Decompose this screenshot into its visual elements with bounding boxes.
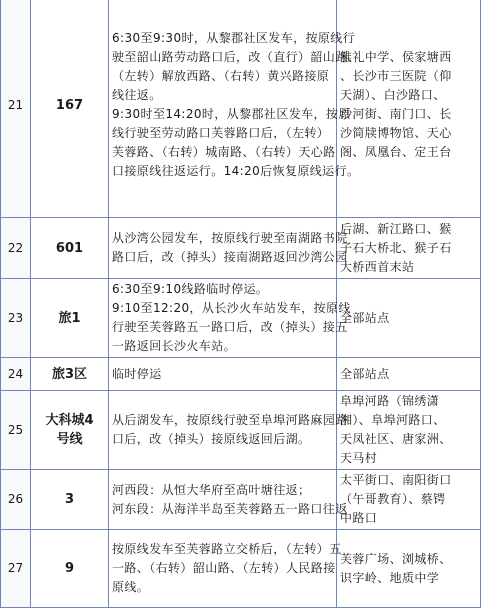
description-line: 9:30时至14:20时，从黎郡社区发车，按原 — [112, 107, 351, 121]
stops-line: 太平街口、南阳街口 — [340, 473, 452, 487]
description-line: 河东段：从海洋半岛至芙蓉路五一路口往返 — [112, 501, 348, 516]
stops-line: 天凤社区、唐家洲、 — [340, 432, 452, 446]
table-row — [1, 218, 481, 279]
table-row — [1, 279, 481, 358]
description-line: 芙蓉路、（右转）城南路、（右转）天心路 — [112, 145, 336, 159]
table-row — [1, 391, 481, 470]
route-number: 旅3区 — [31, 358, 109, 391]
stops-line: 子石大桥北、猴子石 — [340, 240, 452, 255]
stops-line: 阁、凤凰台、定王台 — [340, 145, 452, 159]
route-number: 9 — [31, 530, 109, 608]
description-line: 河西段：从恒大华府至高叶塘往返； — [112, 482, 311, 497]
stops-line: 后湖、新江路口、猴 — [340, 221, 452, 236]
adjustment-description — [109, 279, 351, 358]
stops-line: （午哥教育）、蔡锷 — [340, 492, 446, 506]
affected-stops — [337, 358, 481, 391]
stops-line: 雅礼中学、侯家塘西 — [340, 50, 452, 64]
description-line: 线往返。 — [112, 88, 162, 102]
description-line: 临时停运 — [112, 366, 162, 381]
affected-stops — [337, 218, 481, 279]
description-line: 一路、（右转）韶山路、（左转）人民路接 — [112, 561, 336, 575]
route-number: 3 — [31, 470, 109, 530]
stops-line: 中路口 — [340, 511, 378, 525]
stops-line: 识字岭、地质中学 — [340, 570, 440, 585]
stops-line: 芙蓉广场、浏城桥、 — [340, 551, 452, 566]
route-number-line: 大科城4 — [45, 413, 94, 428]
affected-stops — [337, 0, 481, 218]
adjustment-description — [109, 0, 361, 218]
route-number-line: 号线 — [56, 432, 83, 447]
table-row — [1, 358, 481, 391]
stops-line: 全部站点 — [340, 366, 390, 381]
stops-line: 天马村 — [340, 451, 378, 465]
stops-line: 天湖）、白沙路口、 — [340, 88, 446, 102]
stops-line: 沙简牍博物馆、天心 — [340, 126, 452, 140]
affected-stops — [337, 470, 481, 530]
row-index: 24 — [1, 358, 31, 391]
description-line: 线行驶至劳动路口芙蓉路口后，（左转） — [112, 126, 330, 140]
description-line: 按原线发车至芙蓉路立交桥后，（左转）五 — [112, 542, 342, 556]
description-line: （左转）解放西路、（右转）黄兴路接原 — [112, 69, 330, 83]
route-number: 601 — [31, 218, 109, 279]
description-line: 6:30至9:30时，从黎郡社区发车，按原线行 — [112, 31, 356, 45]
row-index: 27 — [1, 530, 31, 608]
description-line: 从后湖发车，按原线行驶至阜埠河路麻园路 — [112, 413, 348, 427]
adjustment-description — [109, 470, 348, 530]
adjustment-description — [109, 391, 348, 470]
row-index: 23 — [1, 279, 31, 358]
table-row — [1, 530, 481, 608]
affected-stops — [337, 530, 481, 608]
description-line: 路口后，改（掉头）接南湖路返回沙湾公园 — [112, 250, 348, 264]
description-line: 口接原线往返运行。14:20后恢复原线运行。 — [112, 164, 360, 178]
description-line: 口后，改（掉头）接原线返回后湖。 — [112, 432, 311, 446]
stops-line: 大桥西首末站 — [340, 259, 415, 274]
table-row — [1, 0, 481, 218]
description-line: 行驶至芙蓉路五一路口后，改（掉头）接五 — [112, 320, 348, 334]
table-row — [1, 470, 481, 530]
stops-line: 沙河街、南门口、长 — [340, 107, 452, 121]
affected-stops — [337, 391, 481, 470]
description-line: 驶至韶山路劳动路口后，改（直行）韶山路、 — [112, 50, 361, 64]
row-index: 22 — [1, 218, 31, 279]
row-index: 25 — [1, 391, 31, 470]
route-number — [31, 391, 109, 470]
route-number: 旅1 — [31, 279, 109, 358]
row-index: 21 — [1, 0, 31, 218]
table-body — [1, 0, 481, 608]
stops-line: 全部站点 — [340, 310, 390, 325]
description-line: 原线。 — [112, 580, 150, 594]
description-line: 9:10至12:20，从长沙火车站发车，按原线 — [112, 301, 351, 315]
affected-stops — [337, 279, 481, 358]
description-line: 从沙湾公园发车，按原线行驶至南湖路书院 — [112, 231, 348, 245]
description-line: 一路返回长沙火车站。 — [112, 339, 237, 353]
adjustment-description — [109, 358, 337, 391]
adjustment-description — [109, 530, 342, 608]
stops-line: 阜埠河路（锦绣潇 — [340, 394, 440, 408]
description-line: 6:30至9:10线路临时停运。 — [112, 282, 269, 296]
route-number: 167 — [31, 0, 109, 218]
row-index: 26 — [1, 470, 31, 530]
stops-line: 湘）、阜埠河路口、 — [340, 413, 446, 427]
adjustment-description — [109, 218, 348, 279]
stops-line: 、长沙市三医院（仰 — [340, 69, 452, 83]
